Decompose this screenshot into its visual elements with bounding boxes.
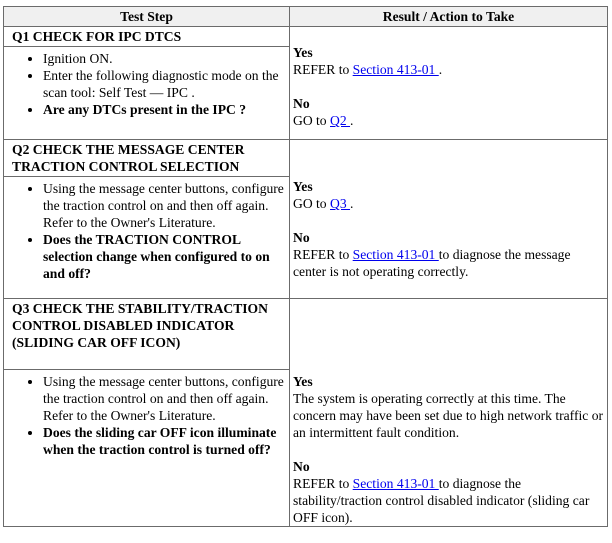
step-title-row: [4, 140, 608, 177]
step-question: • Are any DTCs present in the IPC ?: [43, 101, 286, 118]
step-title-row: [4, 299, 608, 370]
header-test-step: Test Step: [4, 7, 290, 27]
link-section-413-01[interactable]: Section 413-01: [352, 62, 439, 77]
step-title-q2: Q2 CHECK THE MESSAGE CENTER TRACTION CONTROL SELECTION: [4, 140, 290, 177]
spacer: [293, 441, 604, 458]
link-section-413-01[interactable]: Section 413-01: [352, 476, 439, 491]
step-title-q1: Q1 CHECK FOR IPC DTCS: [4, 27, 290, 47]
yes-action: The system is operating correctly at this time. The concern may have been set due to high network traffic or an intermittent fault condition.: [293, 391, 604, 440]
link-section-413-01[interactable]: Section 413-01: [352, 247, 439, 262]
header-row: [4, 7, 608, 27]
yes-action: REFER to Section 413-01 .: [293, 62, 443, 77]
step-list: [4, 50, 286, 118]
header-result-action: Result / Action to Take: [290, 7, 608, 27]
no-label: No: [293, 96, 310, 111]
diagnostic-table: [3, 6, 608, 527]
step-body-q3: [4, 370, 290, 527]
yes-label: Yes: [293, 179, 313, 194]
yes-action: GO to Q3 .: [293, 196, 354, 211]
spacer: [293, 212, 604, 229]
yes-label: Yes: [293, 45, 313, 60]
no-action: REFER to Section 413-01 to diagnose the stability/traction control disabled indicator (sliding car OFF icon).: [293, 476, 590, 525]
list-item: • Enter the following diagnostic mode on the scan tool: Self Test — IPC .: [43, 67, 286, 101]
step-question: • Does the sliding car OFF icon illuminate when the traction control is turned off?: [43, 424, 286, 458]
no-label: No: [293, 459, 310, 474]
no-action: REFER to Section 413-01 to diagnose the message center is not operating correctly.: [293, 247, 571, 279]
yes-label: Yes: [293, 374, 313, 389]
step-question: • Does the TRACTION CONTROL selection change when configured to on and off?: [43, 231, 286, 282]
list-item: • Ignition ON.: [43, 50, 286, 67]
step-list: [4, 373, 286, 458]
step-list: [4, 180, 286, 282]
spacer: [293, 78, 604, 95]
result-cell-q3: [290, 299, 608, 527]
list-item: • Using the message center buttons, configure the traction control on and then off again. Refer to the Owner's Literature.: [43, 180, 286, 231]
result-cell-q2: [290, 140, 608, 299]
step-body-q1: [4, 47, 290, 140]
link-q2[interactable]: Q2: [330, 113, 351, 128]
step-body-q2: [4, 177, 290, 299]
no-label: No: [293, 230, 310, 245]
result-cell-q1: [290, 27, 608, 140]
step-title-row: [4, 27, 608, 47]
step-title-q3: Q3 CHECK THE STABILITY/TRACTION CONTROL DISABLED INDICATOR (SLIDING CAR OFF ICON): [4, 299, 290, 370]
no-action: GO to Q2 .: [293, 113, 354, 128]
list-item: • Using the message center buttons, configure the traction control on and then off again. Refer to the Owner's Literature.: [43, 373, 286, 424]
link-q3[interactable]: Q3: [330, 196, 351, 211]
